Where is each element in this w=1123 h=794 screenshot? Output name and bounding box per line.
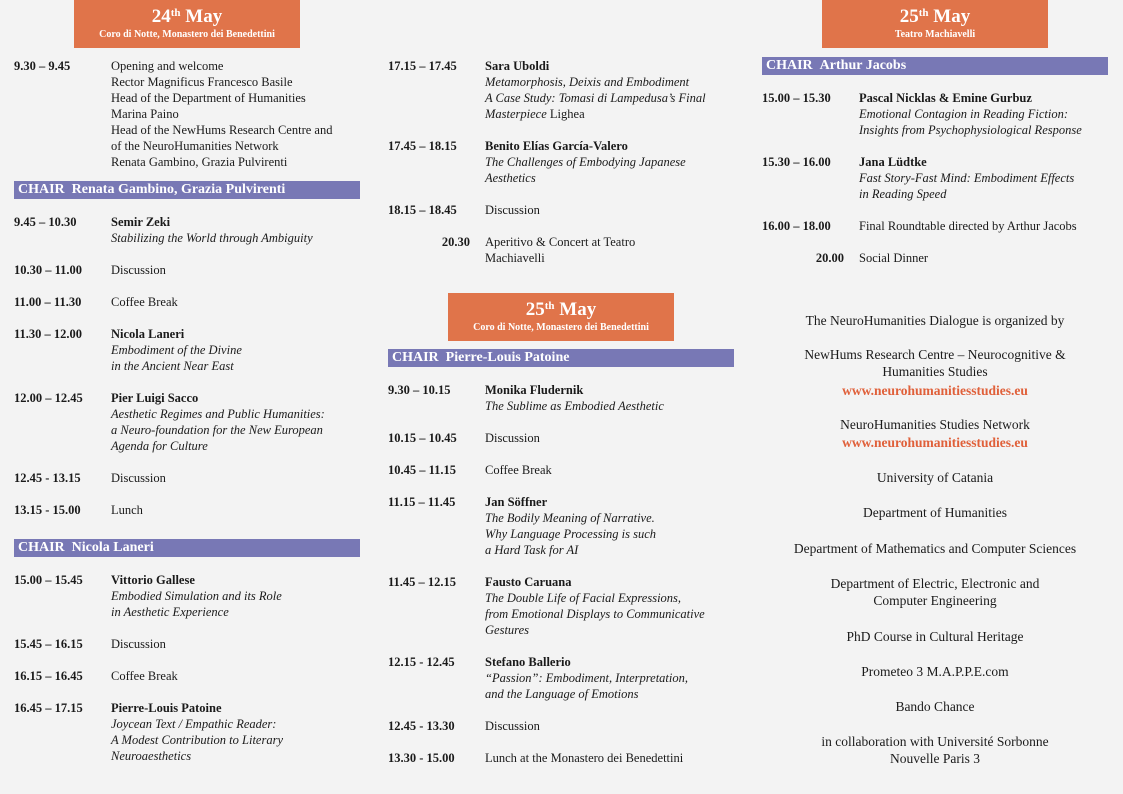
day-header [74,0,300,48]
chair-bar: CHAIR Arthur Jacobs [762,57,1108,75]
day-venue: Coro di Notte, Monastero dei Benedettini [473,322,649,333]
organizer-university: University of Catania [876,470,994,485]
day-header: 25th May Teatro Machiavelli [822,0,1048,48]
website-link[interactable]: www.neurohumanitiesstudies.eu [842,435,1028,450]
speaker: Semir Zeki [111,215,171,229]
entry-body: Opening and welcome Rector Magnificus Francesco Basile Head of the Department of Humanities Marina Paino Head of the NewHums Research Centre and of the NeuroHumanities Network Renata Gambino, Grazia Pulvirenti [111,59,333,169]
organizer-sorbonne: in collaboration with Université Sorbonne Nouvelle Paris 3 [821,734,1049,766]
chair-bar: CHAIR Nicola Laneri [14,539,360,557]
day-title: 24th May [151,6,223,27]
entry-time: 9.30 – 9.45 [14,59,71,73]
organizer-prometeo: Prometeo 3 M.A.P.P.E.com [861,664,1009,679]
chair-bar: CHAIR Renata Gambino, Grazia Pulvirenti [14,181,360,199]
organizer-dept-engineering: Department of Electric, Electronic and Computer Engineering [830,576,1040,608]
day-venue: Coro di Notte, Monastero dei Benedettini [99,29,275,40]
day-venue: Teatro Machiavelli [894,29,976,40]
organizer-dept-humanities: Department of Humanities [863,505,1007,520]
day-header: 25th May Coro di Notte, Monastero dei Benedettini [448,293,674,341]
organizer-network: NeuroHumanities Studies Network [840,417,1030,432]
organizer-newhums: NewHums Research Centre – Neurocognitive & Humanities Studies [804,347,1066,379]
chair-bar: CHAIR Pierre-Louis Patoine [388,349,734,367]
website-link[interactable]: www.neurohumanitiesstudies.eu [842,383,1028,398]
organizer-bando: Bando Chance [895,699,975,714]
organizers-intro: The NeuroHumanities Dialogue is organized by [805,313,1065,328]
organizer-dept-math: Department of Mathematics and Computer Sciences [793,541,1077,556]
organizer-phd: PhD Course in Cultural Heritage [846,629,1024,644]
